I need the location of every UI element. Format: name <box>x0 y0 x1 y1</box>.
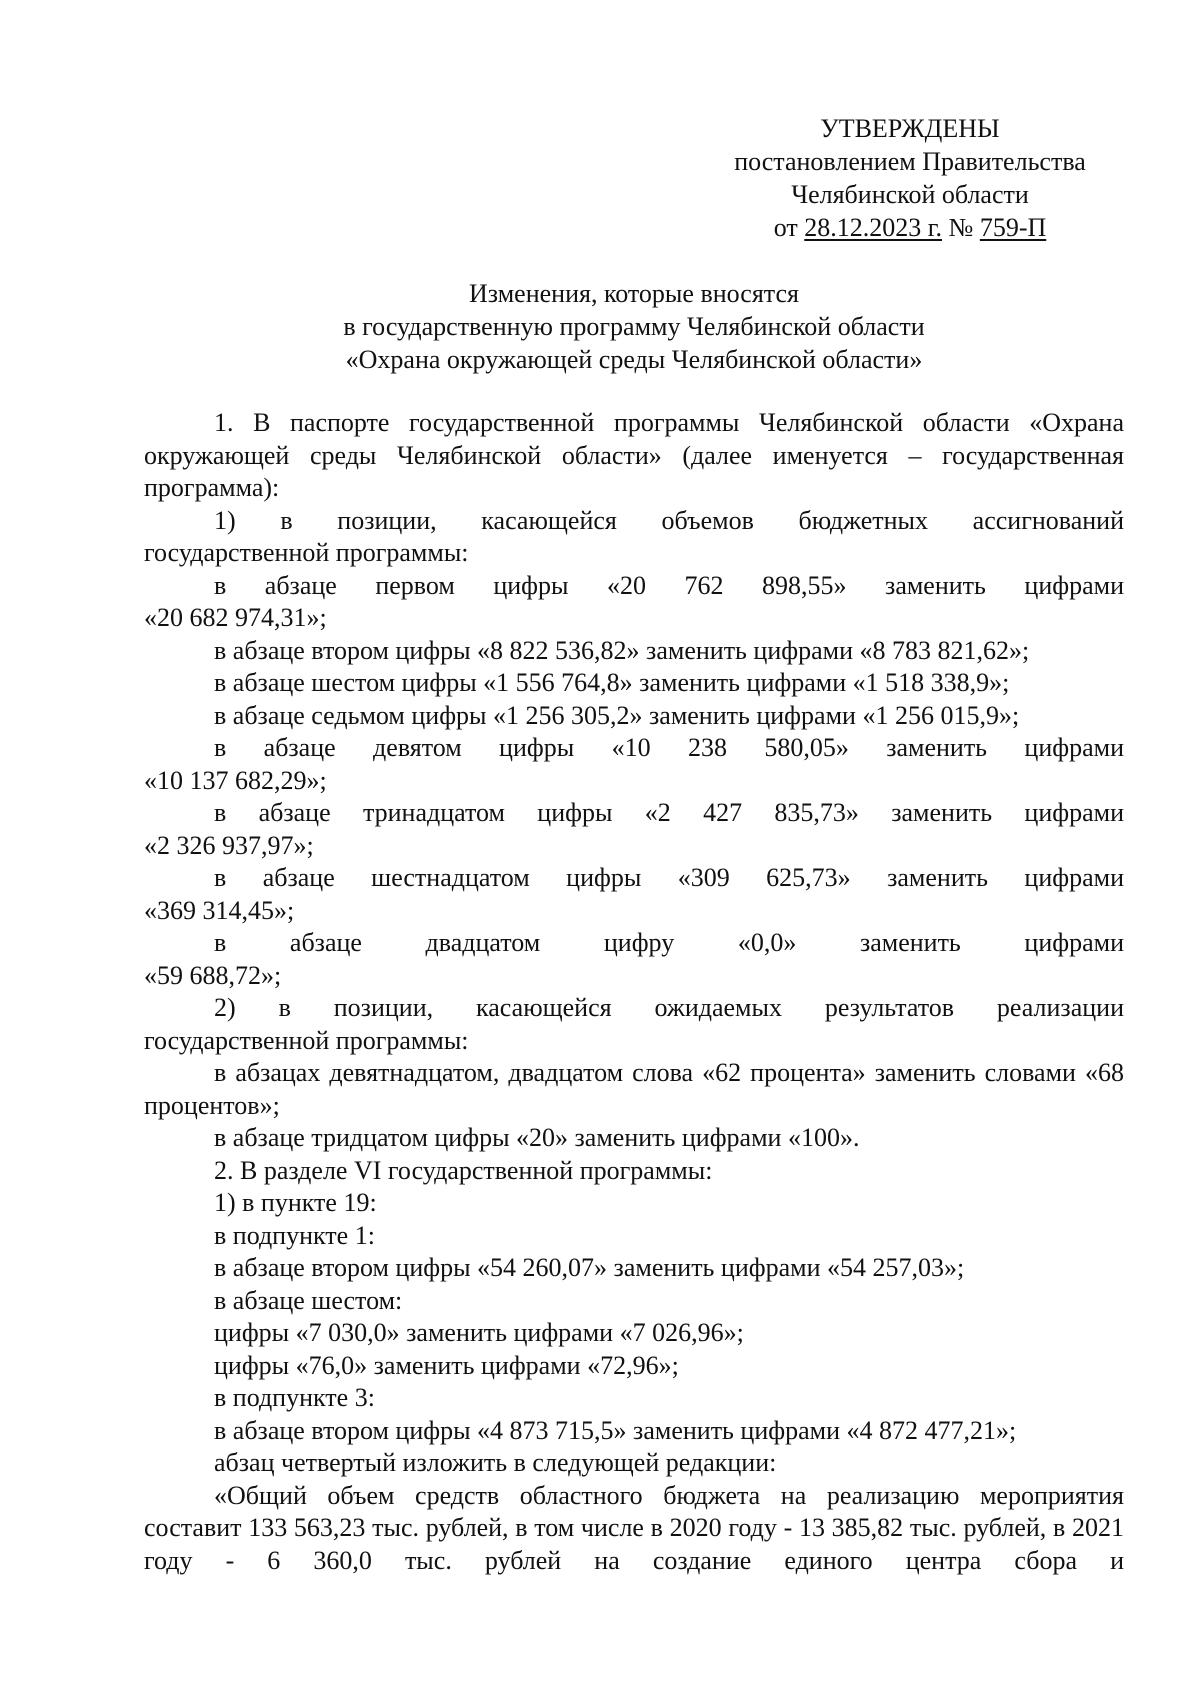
paragraph: в абзаце седьмом цифры «1 256 305,2» заменить цифрами «1 256 015,9»; <box>214 700 1020 730</box>
approval-stamp <box>700 112 1120 244</box>
title-line-3: «Охрана окружающей среды Челябинской области» <box>345 345 923 374</box>
document-title <box>144 277 1124 376</box>
paragraph: в подпункте 3: <box>214 1383 375 1412</box>
paragraph: в абзаце втором цифры «8 822 536,82» заменить цифрами «8 783 821,62»; <box>214 635 1030 665</box>
paragraph: в подпункте 1: <box>214 1220 375 1250</box>
title-line-1: Изменения, которые вносятся <box>469 279 799 308</box>
paragraph: абзац четвертый изложить в следующей редакции: <box>214 1448 777 1477</box>
paragraph: в абзаце тридцатом цифры «20» заменить цифрами «100». <box>214 1123 860 1152</box>
paragraph: в абзаце шестом цифры «1 556 764,8» заменить цифрами «1 518 338,9»; <box>214 668 1010 697</box>
paragraph: в абзаце тринадцатом цифры «2 427 835,73» заменить цифрами <box>214 798 1124 827</box>
paragraph: в абзаце первом цифры «20 762 898,55» заменить цифрами <box>214 570 1124 600</box>
paragraph: в абзаце шестнадцатом цифры «309 625,73» заменить цифрами <box>214 863 1124 892</box>
paragraph: «369 314,45»; <box>144 895 295 925</box>
paragraph: «2 326 937,97»; <box>144 830 314 860</box>
paragraph: «59 688,72»; <box>144 960 282 990</box>
paragraph: 1) в пункте 19: <box>214 1188 377 1217</box>
title-line-2: в государственную программу Челябинской области <box>343 312 925 341</box>
paragraph: в абзаце двадцатом цифру «0,0» заменить цифрами <box>214 928 1124 957</box>
approval-line-3: Челябинской области <box>791 180 1029 209</box>
paragraph: «Общий объем средств областного бюджета на реализацию мероприятия составит 133 563,23 тыс. рублей, в том числе в 2020 году - 13 385,82 тыс. рублей, в 2021 году - 6 360,0 тыс. рублей на создание единого центра сбора и <box>144 1480 1124 1575</box>
paragraph: в абзаце втором цифры «54 260,07» заменить цифрами «54 257,03»; <box>214 1253 965 1282</box>
paragraph: цифры «7 030,0» заменить цифрами «7 026,96»; <box>214 1318 744 1347</box>
paragraph: цифры «76,0» заменить цифрами «72,96»; <box>214 1350 679 1380</box>
paragraph: «20 682 974,31»; <box>144 603 327 632</box>
paragraph: 1) в позиции, касающейся объемов бюджетных ассигнований <box>214 505 1124 535</box>
document-body <box>144 407 1124 1577</box>
paragraph: 2) в позиции, касающейся ожидаемых результатов реализации <box>214 993 1124 1022</box>
paragraph: «10 137 682,29»; <box>144 765 327 795</box>
paragraph: государственной программы: <box>144 1025 469 1055</box>
approval-date-prefix: от <box>773 213 798 242</box>
approval-heading: УТВЕРЖДЕНЫ <box>820 114 1000 143</box>
paragraph: в абзацах девятнадцатом, двадцатом слова «62 процента» заменить словами «68 процентов»; <box>144 1058 1124 1120</box>
paragraph: в абзаце втором цифры «4 873 715,5» заменить цифрами «4 872 477,21»; <box>214 1415 1017 1445</box>
approval-line-2: постановлением Правительства <box>734 147 1086 176</box>
paragraph: в абзаце девятом цифры «10 238 580,05» заменить цифрами <box>214 733 1124 762</box>
paragraph: государственной программы: <box>144 538 469 567</box>
approval-date: 28.12.2023 г. <box>804 213 942 242</box>
approval-date-line <box>700 211 1120 244</box>
paragraph: 1. В паспорте государственной программы Челябинской области «Охрана окружающей среды Челябинской области» (далее именуется – государственная программа): <box>144 408 1124 502</box>
paragraph: 2. В разделе VI государственной программы: <box>214 1155 713 1185</box>
paragraph: в абзаце шестом: <box>214 1285 403 1315</box>
approval-number: 759-П <box>979 213 1047 242</box>
approval-number-sign: № <box>948 213 974 242</box>
